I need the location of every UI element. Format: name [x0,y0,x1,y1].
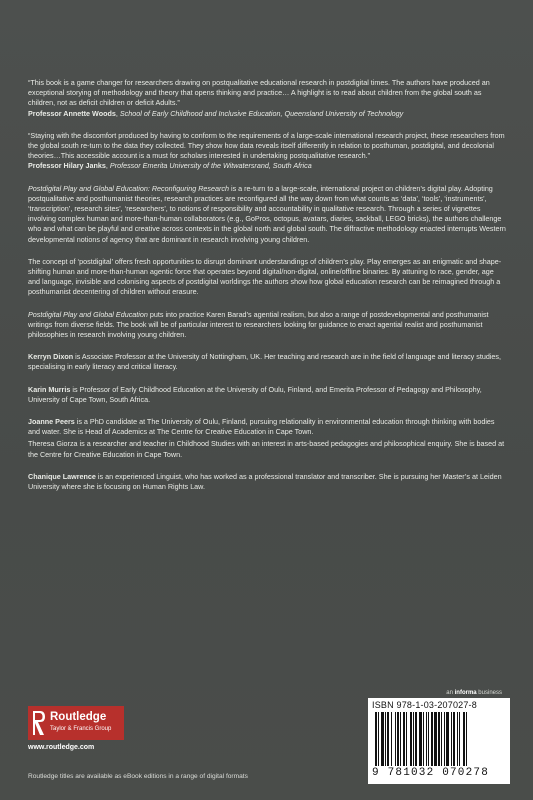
barcode-bar [451,712,452,766]
barcode-bar [423,712,424,766]
barcode-bar [446,712,449,766]
endorsement-quote: “This book is a game changer for researchers drawing on postqualitative educational research in postdigital times. The authors have produced an exceptional storying of methodology and theory that opens thinking and practice… A highlight is to read about children from the global south as children, not as deficit children or deficit Adults.” [28,78,490,108]
barcode-bar [397,712,399,766]
barcode-bar [403,712,405,766]
author-bio [28,417,506,437]
book-title: Postdigital Play and Global Education [28,309,148,319]
barcode-bar [426,712,427,766]
barcode-bar [410,712,412,766]
author-name: Chanique Lawrence [28,471,96,481]
barcode-bar [466,712,467,766]
author-bio-text: is an experienced Linguist, who has worked as a professional translator and transcriber. She is pursuing her Master’s at Leiden University where she is focusing on Human Rights Law. [28,471,502,492]
author-name: Karin Murris [28,384,71,394]
description-text: is a re-turn to a large-scale, international project on children’s digital play. Adopting postqualitative and posthumanist theories, research practices are reconfigured all the way down from what counts as ‘data’, ‘tools’, ‘instruments’, ‘transcription’, research sites’, ‘researchers’, to notions of responsibility and accountability in qualitative research. Through a series of vignettes involving complex human and more-than-human collaborators (e.g., GoPros, octopus, avatars, diaries, sackball, LEGO bricks), the authors challenge who and what can be playful and creative across contexts in the global north and global south. The diffractive methodology enacted interrupts Western developmental notions of agency that are dominant in research involving young children. [28,183,506,244]
author-bio [28,352,506,372]
barcode-bar [463,712,465,766]
barcode-bar [406,712,407,766]
author-bio [28,472,506,492]
barcode-bar [375,712,377,766]
barcode-bar [441,712,442,766]
endorsement-2: “Staying with the discomfort produced by having to conform to the requirements of a large-scale international research project, these researchers from the global south re-turn to the data they collected. They show how data reveals itself differently in relation to posthuman, postdigital, and decolonial theories…This accessible account is a must for scholars interested in undertaking postqualitative research.” Professor Hilary Janks, Professor Emerita University of the Witwatersrand, South Africa [28,130,505,171]
barcode-bar [413,712,414,766]
description-paragraph-3 [28,310,506,341]
barcode-digits: 9 781032 070278 [372,767,490,779]
barcode-bars [374,712,502,766]
description-paragraph-1 [28,184,506,245]
author-bio-text: is a PhD candidate at The University of Oulu, Finland, pursuing relationality in environmental education through thinking with bodies and water. She is Head of Academics at The Centre for Creative Education in Cape Town. [28,417,495,437]
publisher-name: Routledge [50,711,107,723]
routledge-r-icon [31,709,47,737]
author-name: Joanne Peers [28,417,75,427]
author-bio-text: is Professor of Early Childhood Education at the University of Oulu, Finland, and Emerita Professor of Pedagogy and Philosophy, University of Cape Town, South Africa. [28,384,482,404]
endorser-affiliation: Professor Emerita University of the Witwatersrand, South Africa [109,161,312,171]
barcode-bar [378,712,379,766]
endorser-affiliation: School of Early Childhood and Inclusive Education, Queensland University of Technology [119,108,404,118]
barcode-bar [385,712,386,766]
publisher-group: Taylor & Francis Group [50,726,112,732]
barcode-bar [419,712,422,766]
description-text: puts into practice Karen Barad’s agential realism, but also a range of postdevelopmental and posthumanist writings from diverse fields. The book will be of particular interest to researchers looking for guidance to enact agential realist and posthumanist philosophies in research involving young children. [28,309,489,340]
informa-business-tag: an informa business [446,690,502,696]
barcode-bar [457,712,458,766]
endorser-name: Professor Annette Woods [28,108,116,118]
barcode-bar [438,712,440,766]
author-name: Kerryn Dixon [28,352,74,362]
author-bio [28,439,506,459]
barcode-bar [428,712,429,766]
routledge-logo [28,706,124,740]
isbn-text: ISBN 978-1-03-207027-8 [372,700,477,710]
barcode-bar [395,712,396,766]
author-bio-text: Theresa Giorza is a researcher and teacher in Childhood Studies with an interest in arts-based pedagogies and philosophical enquiry. She is based at the Centre for Creative Education in Cape Town. [28,439,505,459]
ebook-note: Routledge titles are available as eBook editions in a range of digital formats [28,773,248,780]
barcode [368,698,510,784]
endorsement-quote: “Staying with the discomfort produced by having to conform to the requirements of a large-scale international research project, these researchers from the global south re-turn to the data they collected. They show how data reveals itself differently in relation to posthuman, postdigital, and decolonial theories…This accessible account is a must for scholars interested in undertaking postqualitative research.” [28,130,505,161]
publisher-website: www.routledge.com [28,744,95,751]
endorsement-1: “This book is a game changer for researchers drawing on postqualitative educational research in postdigital times. The authors have produced an exceptional storying of methodology and theory that opens thinking and practice… A highlight is to read about children from the global south as children, not as deficit children or deficit Adults.” Professor Annette Woods, School of Early Childhood and Inclusive Education, Queensland University of Technology [28,78,490,118]
barcode-bar [415,712,417,766]
barcode-bar [434,712,437,766]
author-bio-text: is Associate Professor at the University of Nottingham, UK. Her teaching and research are in the field of language and literacy studies, specialising in early literacy and critical literacy. [28,352,502,372]
barcode-bar [400,712,401,766]
book-title: Postdigital Play and Global Education: Reconfiguring Research [28,183,229,193]
barcode-bar [391,712,392,766]
barcode-bar [459,712,460,766]
author-bio [28,385,506,405]
cover-text [28,78,506,504]
description-paragraph-2: The concept of ‘postdigital’ offers fresh opportunities to disrupt dominant understandings of children’s play. Play emerges as an enigmatic and shape-shifting human and more-than-human agentic force that operates beyond digital/non-digital, online/offline binaries. By attuning to race, gender, age and language, invisible and colonising aspects of postdigital worldings the authors show how global education research can be reimagined through a posthumanist decentering of children without erasure. [28,256,502,297]
barcode-bar [431,712,433,766]
barcode-bar [453,712,455,766]
barcode-bar [444,712,445,766]
barcode-bar [387,712,389,766]
endorser-name: Professor Hilary Janks [28,161,106,171]
barcode-bar [381,712,384,766]
